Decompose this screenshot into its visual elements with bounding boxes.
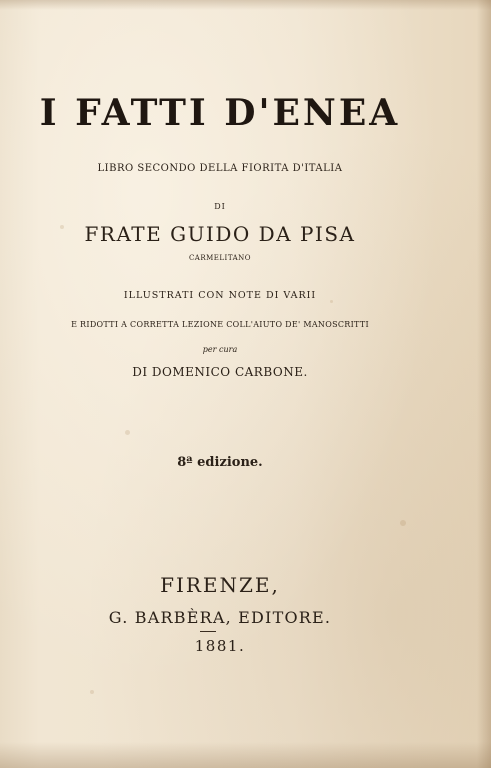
author-name: FRATE GUIDO DA PISA [84, 222, 356, 246]
editor-name: DI DOMENICO CARBONE. [132, 365, 308, 379]
divider-rule [200, 631, 216, 632]
foxing-spot [125, 430, 130, 435]
publication-city: FIRENZE, [160, 573, 280, 597]
care-of-label: per cura [202, 345, 238, 354]
illustrated-note: ILLUSTRATI CON NOTE DI VARII [123, 290, 317, 301]
page-edge-right [477, 0, 491, 768]
author-order: CARMELITANO [188, 254, 252, 262]
page-edge-bottom [0, 742, 491, 768]
book-title: I FATTI D'ENEA [39, 92, 401, 134]
page-edge-top [0, 0, 491, 10]
foxing-spot [90, 690, 94, 694]
publication-year: 1881. [194, 637, 246, 655]
reduced-note: E RIDOTTI A CORRETTA LEZIONE COLL'AIUTO DE' MANOSCRITTI [71, 320, 369, 329]
edition-label: 8ª edizione. [177, 455, 263, 470]
book-subtitle: LIBRO SECONDO DELLA FIORITA D'ITALIA [97, 163, 343, 174]
foxing-spot [400, 520, 406, 526]
by-label: DI [214, 202, 226, 211]
publisher-name: G. BARBÈRA, EDITORE. [108, 608, 332, 627]
